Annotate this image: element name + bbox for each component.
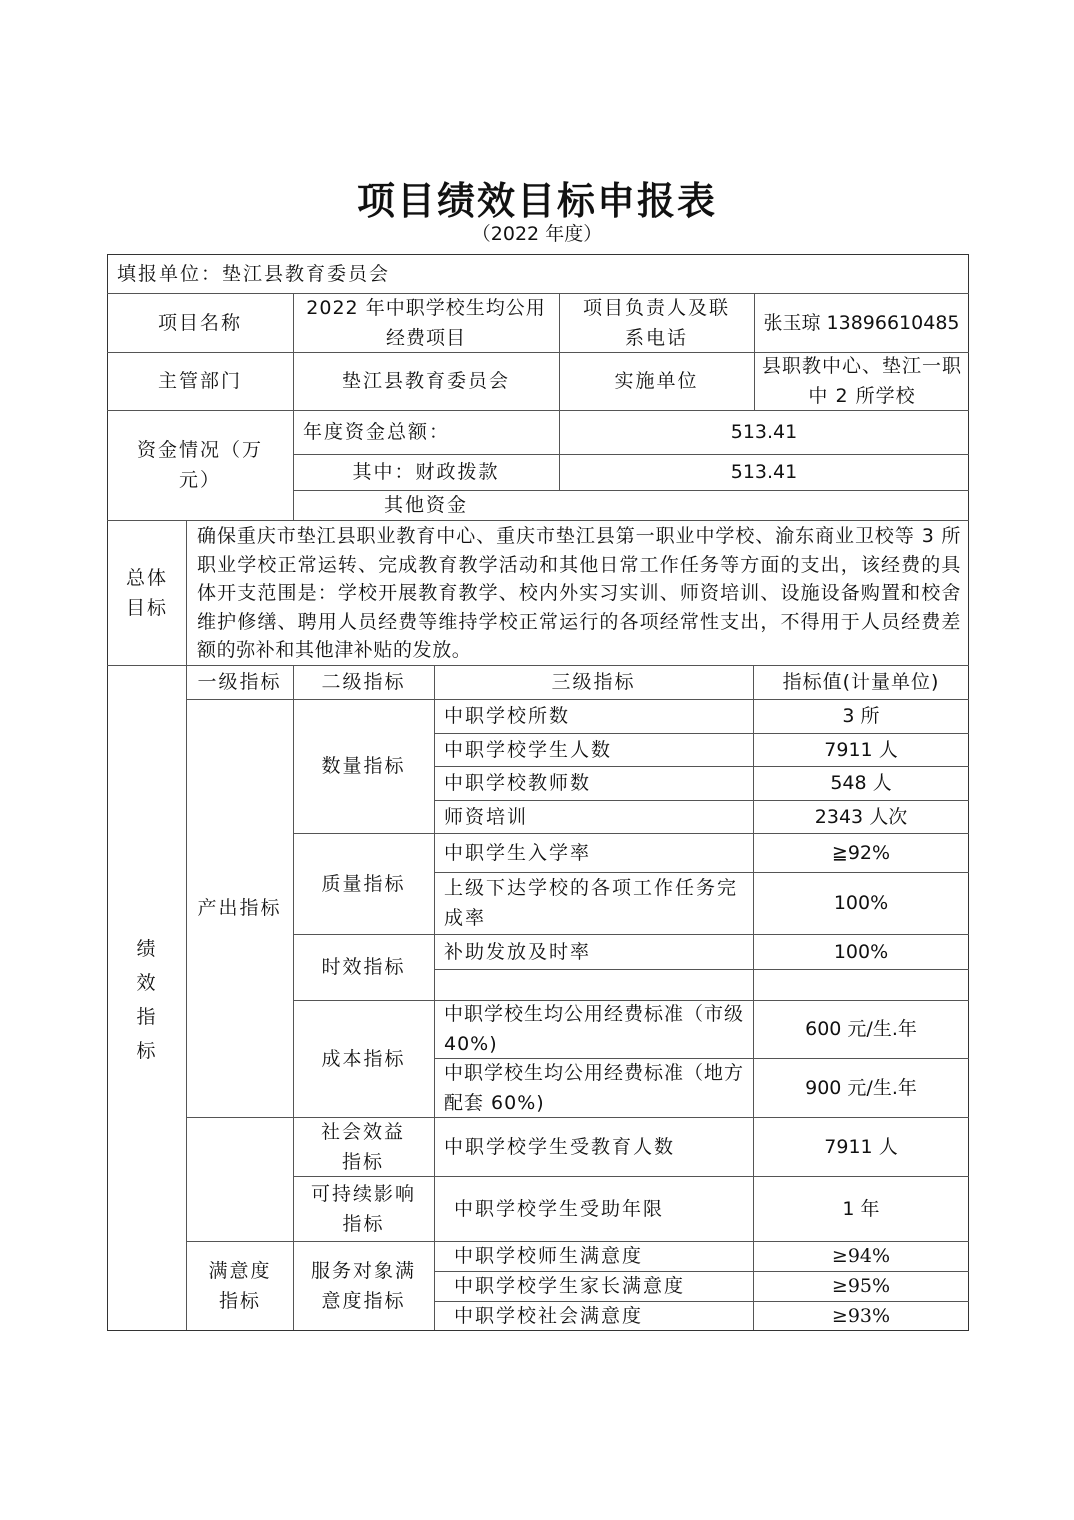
- level3-item: 补助发放及时率: [444, 940, 592, 963]
- level2-timeliness: 时效指标: [321, 956, 406, 978]
- funds-fiscal-value: 513.41: [730, 461, 798, 483]
- level2-social: 社会效益指标: [320, 1120, 405, 1173]
- indicator-value: ≧92%: [831, 841, 891, 864]
- level3-item: 上级下达学校的各项工作任务完成率: [444, 877, 739, 929]
- level3-item: 师资培训: [444, 805, 529, 828]
- funds-total-label: 年度资金总额：: [303, 421, 451, 443]
- indicator-value: ≥93%: [831, 1304, 891, 1327]
- funds-other-label: 其他资金: [383, 494, 468, 516]
- indicator-value: 7911 人: [824, 1135, 898, 1158]
- level3-item: [434, 969, 753, 1000]
- row-divider: [107, 520, 969, 521]
- contact-label: 项目负责人及联系电话: [582, 296, 730, 349]
- indicator-value: 100%: [833, 892, 889, 914]
- indicator-value: 2343 人次: [814, 805, 908, 828]
- indicator-value: 600 元/生.年: [805, 1018, 917, 1040]
- level2-quality: 质量指标: [321, 872, 406, 895]
- dept-label: 主管部门: [157, 370, 242, 392]
- level3-item: 中职学校师生满意度: [454, 1245, 644, 1267]
- level2-quantity: 数量指标: [321, 755, 406, 777]
- level3-item: 中职学校学生人数: [444, 738, 613, 761]
- doc-subtitle: （2022 年度）: [471, 223, 603, 245]
- header-value: 指标值(计量单位): [782, 671, 940, 693]
- level3-item: 中职学校学生受助年限: [454, 1197, 665, 1220]
- doc-title: 项目绩效目标申报表: [356, 178, 717, 223]
- level1-satisfaction: 满意度指标: [208, 1259, 272, 1312]
- header-level1: 一级指标: [197, 671, 282, 693]
- indicator-value: 548 人: [830, 772, 892, 794]
- level3-item: 中职学生入学率: [444, 841, 592, 864]
- funds-label: 资金情况（万元）: [137, 439, 264, 491]
- project-name-label: 项目名称: [157, 311, 242, 334]
- level1-output: 产出指标: [197, 897, 282, 919]
- dept-value: 垫江县教育委员会: [341, 370, 510, 392]
- filler-unit: 填报单位：垫江县教育委员会: [117, 262, 391, 285]
- level3-item: 中职学校生均公用经费标准（地方配套 60%): [444, 1061, 745, 1114]
- indicator-value: ≥94%: [831, 1245, 891, 1267]
- indicator-value: 3 所: [842, 705, 880, 727]
- funds-fiscal-label: 其中：财政拨款: [352, 461, 500, 483]
- impl-value: 县职教中心、垫江一职中 2 所学校: [762, 355, 963, 407]
- impl-label: 实施单位: [614, 370, 699, 392]
- level3-item: 中职学校学生受教育人数: [444, 1135, 676, 1158]
- level2-service: 服务对象满意度指标: [310, 1259, 416, 1312]
- contact-value: 张玉琼 13896610485: [763, 311, 960, 334]
- indicator-value: ≥95%: [831, 1275, 891, 1297]
- indicator-value: 100%: [833, 940, 889, 963]
- goal-label: 总体目标: [125, 566, 168, 619]
- level1-effect: [186, 1117, 293, 1241]
- level3-item: 中职学校生均公用经费标准（市级 40%): [444, 1003, 745, 1055]
- goal-text: 确保重庆市垫江县职业教育中心、重庆市垫江县第一职业中学校、渝东商业卫校等 3 所职业学校正常运转、完成教育教学活动和其他日常工作任务等方面的支出，该经费的具体开支范围是：学校开展教育教学、校内外实习实训、师资培训、设施设备购置和校舍维护修缮、聘用人员经费等维持学校正常运行的各项经常性支出，不得用于人员经费差额的弥补和其他津补贴的发放。: [197, 525, 961, 661]
- project-name: 2022 年中职学校生均公用经费项目: [306, 296, 546, 349]
- indicators-label: 绩效指标: [136, 938, 158, 1062]
- header-level2: 二级指标: [321, 671, 406, 693]
- indicator-value: 1 年: [842, 1197, 880, 1220]
- indicator-value: 7911 人: [824, 738, 898, 761]
- indicator-value: 900 元/生.年: [805, 1076, 917, 1099]
- level3-item: 中职学校所数: [444, 705, 571, 727]
- level3-item: 中职学校学生家长满意度: [454, 1275, 686, 1297]
- level3-item: 中职学校社会满意度: [454, 1304, 644, 1327]
- funds-total-value: 513.41: [730, 421, 798, 443]
- funds-other-value: [559, 490, 969, 520]
- level3-item: 中职学校教师数: [444, 772, 592, 794]
- header-level3: 三级指标: [551, 671, 636, 693]
- level2-sustainable: 可持续影响指标: [310, 1182, 416, 1235]
- level2-cost: 成本指标: [321, 1047, 406, 1070]
- indicator-value: [753, 969, 969, 1000]
